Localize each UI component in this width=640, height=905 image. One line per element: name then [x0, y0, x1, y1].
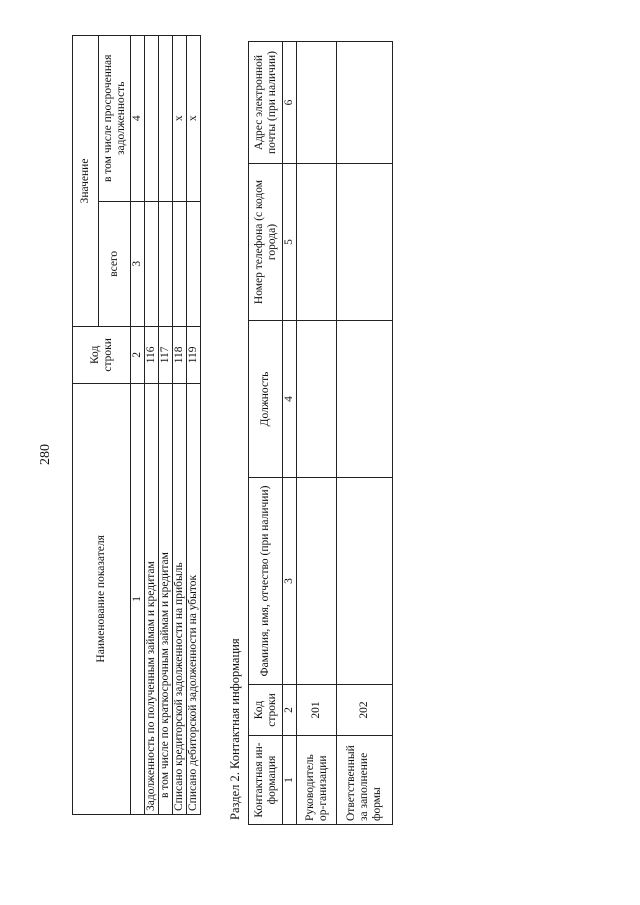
header-code: Код строки — [73, 327, 131, 384]
row-overdue — [145, 36, 159, 202]
col-number: 2 — [131, 327, 145, 384]
col-number: 5 — [283, 164, 297, 321]
cell-position — [337, 321, 393, 478]
col-number: 6 — [283, 42, 297, 164]
header-fio: Фамилия, имя, отчество (при наличии) — [249, 478, 283, 685]
row-info: Руководитель ор-ганизации — [297, 736, 337, 825]
row-overdue: x — [173, 36, 187, 202]
row-overdue: x — [187, 36, 201, 202]
row-total — [187, 201, 201, 326]
row-name: в том числе по краткосрочным займам и кредитам — [159, 383, 173, 814]
col-number: 1 — [283, 736, 297, 825]
header-email: Адрес электронной почты (при наличии) — [249, 42, 283, 164]
header-value: Значение — [73, 36, 99, 327]
row-overdue — [159, 36, 173, 202]
page-number: 280 — [38, 444, 53, 465]
row-name: Списано дебиторской задолженности на убыток — [187, 383, 201, 814]
col-number: 2 — [283, 685, 297, 736]
col-number: 4 — [283, 321, 297, 478]
row-info: Ответственный за заполнение формы — [337, 736, 393, 825]
cell-fio — [337, 478, 393, 685]
indicators-table — [72, 35, 201, 815]
row-code: 119 — [187, 327, 201, 384]
cell-email — [337, 42, 393, 164]
section-title: Раздел 2. Контактная информация — [228, 638, 242, 820]
header-code: Код строки — [249, 685, 283, 736]
header-name: Наименование показателя — [73, 383, 131, 814]
row-code: 118 — [173, 327, 187, 384]
cell-email — [297, 42, 337, 164]
table-row — [337, 42, 393, 825]
cell-phone — [297, 164, 337, 321]
col-number: 3 — [131, 201, 145, 326]
table-row — [159, 36, 173, 815]
header-info: Контактная ин-формация — [249, 736, 283, 825]
row-total — [145, 201, 159, 326]
row-name: Списано кредиторской задолженности на прибыль — [173, 383, 187, 814]
row-code: 202 — [337, 685, 393, 736]
table-row — [173, 36, 187, 815]
cell-fio — [297, 478, 337, 685]
table-row — [297, 42, 337, 825]
row-code: 116 — [145, 327, 159, 384]
row-total — [159, 201, 173, 326]
col-number: 3 — [283, 478, 297, 685]
table-row — [187, 36, 201, 815]
row-code: 201 — [297, 685, 337, 736]
header-phone: Номер телефона (с кодом города) — [249, 164, 283, 321]
cell-phone — [337, 164, 393, 321]
table-row — [145, 36, 159, 815]
col-number: 1 — [131, 383, 145, 814]
row-total — [173, 201, 187, 326]
header-total: всего — [99, 201, 131, 326]
contacts-table — [248, 41, 393, 825]
cell-position — [297, 321, 337, 478]
header-overdue: в том числе просроченная задолженность — [99, 36, 131, 202]
row-name: Задолженность по полученным займам и кредитам — [145, 383, 159, 814]
col-number: 4 — [131, 36, 145, 202]
header-position: Должность — [249, 321, 283, 478]
row-code: 117 — [159, 327, 173, 384]
